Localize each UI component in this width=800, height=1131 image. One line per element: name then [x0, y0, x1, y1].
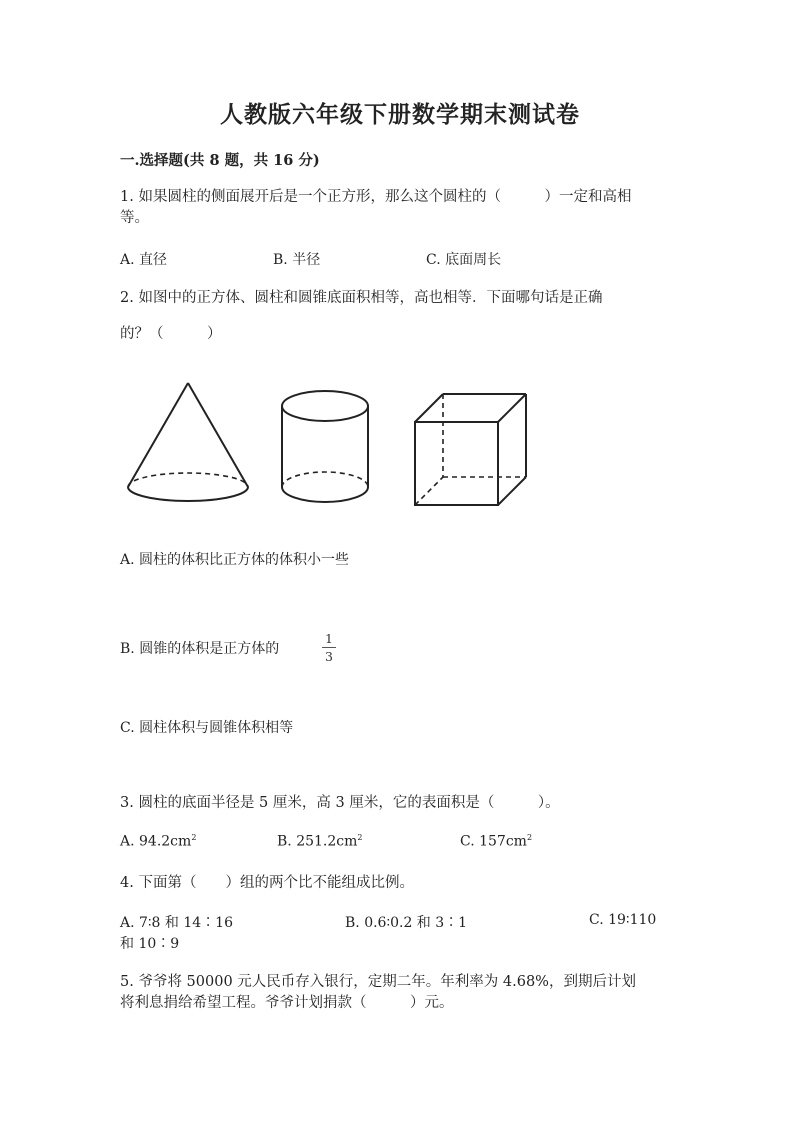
- question-3-option-b: [277, 833, 362, 850]
- question-2-text: 2. 如图中的正方体、圆柱和圆锥底面积相等，高也相等．下面哪句话是正确: [120, 290, 603, 306]
- question-3-text: 3. 圆柱的底面半径是 5 厘米，高 3 厘米，它的表面积是（ ）。: [120, 795, 560, 811]
- page-title: 人教版六年级下册数学期末测试卷: [220, 101, 580, 128]
- cone-figure: [128, 383, 248, 501]
- option-b-value: B. 251.2cm: [277, 833, 358, 850]
- question-3-option-a: [120, 833, 196, 850]
- question-4-option-b: B. 0.6∶0.2 和 3∶1: [345, 915, 468, 931]
- question-4-option-a: A. 7∶8 和 14∶16: [120, 915, 233, 931]
- question-1-option-b: B. 半径: [273, 252, 321, 268]
- fraction-numerator: 1: [325, 631, 333, 646]
- unit-superscript: 2: [191, 833, 197, 842]
- fraction-denominator: 3: [325, 649, 333, 664]
- question-2-text-line2: 的？（ ）: [120, 326, 222, 342]
- one-third-fraction: [322, 631, 336, 664]
- question-1-option-c: C. 底面周长: [426, 252, 502, 268]
- question-1-text: 1. 如果圆柱的侧面展开后是一个正方形，那么这个圆柱的（ ）一定和高相: [120, 189, 632, 205]
- question-2-option-b: B. 圆锥的体积是正方体的: [120, 641, 280, 657]
- unit-superscript: 2: [357, 833, 363, 842]
- section-heading: 一.选择题(共 8 题，共 16 分): [120, 152, 320, 169]
- question-5-text: 5. 爷爷将 50000 元人民币存入银行，定期二年。年利率为 4.68%，到期后计划: [120, 974, 636, 990]
- option-c-value: C. 157cm: [460, 833, 527, 850]
- question-1-option-a: A. 直径: [120, 252, 168, 268]
- unit-superscript: 2: [526, 833, 533, 842]
- question-2-option-c: C. 圆柱体积与圆锥体积相等: [120, 720, 294, 736]
- fraction-bar: [322, 647, 336, 648]
- question-5-text-line2: 将利息捐给希望工程。爷爷计划捐款（ ）元。: [120, 995, 454, 1011]
- option-a-value: A. 94.2cm: [120, 833, 192, 850]
- question-1-text-line2: 等。: [120, 210, 149, 226]
- question-4-text: 4. 下面第（ ）组的两个比不能组成比例。: [120, 875, 414, 891]
- cylinder-figure: [282, 391, 368, 502]
- question-3-option-c: [460, 833, 532, 850]
- cube-figure: [415, 394, 526, 505]
- question-4-option-c-continued: 和 10∶9: [120, 936, 180, 952]
- question-2-option-a: A. 圆柱的体积比正方体的体积小一些: [120, 552, 350, 568]
- question-4-option-c: C. 19∶110: [589, 912, 657, 928]
